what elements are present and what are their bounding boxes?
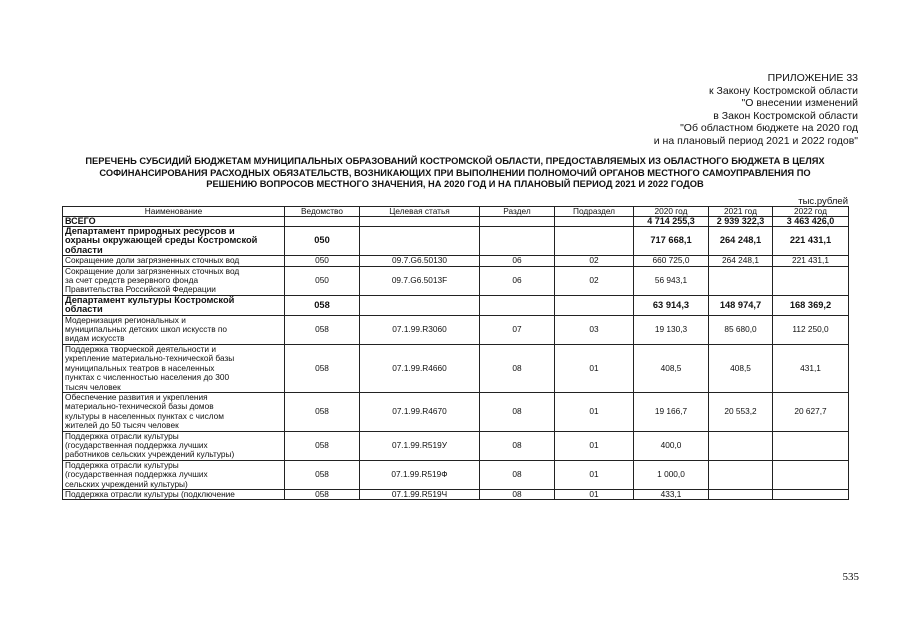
row-name [63,266,285,295]
row-section [480,227,555,256]
table-row [63,315,849,344]
col-header-section: Раздел [480,207,555,217]
document-title [60,156,850,191]
row-section: 08 [480,431,555,460]
row-name-line: Поддержка творческой деятельности и [65,344,216,354]
row-dept: 058 [285,460,360,489]
row-name-line: материально-технической базы домов [65,401,214,412]
row-dept: 058 [285,431,360,460]
row-subsection: 03 [555,315,634,344]
row-target: 09.7.G6.50130 [360,256,480,266]
row-subsection: 01 [555,392,634,431]
subsidies-table [62,206,849,500]
row-2020: 1 000,0 [634,460,709,489]
row-subsection: 01 [555,431,634,460]
row-dept: 058 [285,295,360,315]
total-row [63,217,849,227]
appendix-header-line: ПРИЛОЖЕНИЕ 33 [767,72,858,84]
col-header-2021: 2021 год [709,207,773,217]
row-name-line: культуры в населенных пунктах с числом [65,410,225,421]
row-section: 08 [480,460,555,489]
page-number: 535 [842,571,859,583]
row-name-line: Правительства Российской Федерации [65,284,216,295]
row-2021: 264 248,1 [709,256,773,266]
row-name-line: муниципальных детских школ искусств по [65,324,228,335]
table-row [63,266,849,295]
row-name-line: жителей до 50 тысяч человек [65,420,179,431]
row-target: 07.1.99.R519Ф [360,460,480,489]
total-2021: 2 939 322,3 [709,217,773,227]
appendix-header-line: и на плановый период 2021 и 2022 годов" [653,134,858,147]
row-2022: 221 431,1 [773,227,849,256]
table-row [63,489,849,499]
row-subsection [555,227,634,256]
col-header-2022: 2022 год [773,207,849,217]
row-name-line: (государственная поддержка лучших [65,439,208,450]
row-dept: 050 [285,227,360,256]
row-name-line: Модернизация региональных и [65,315,186,325]
table-row [63,392,849,431]
row-2022 [773,431,849,460]
table-row [63,460,849,489]
col-header-dept: Ведомство [285,207,360,217]
row-dept: 058 [285,344,360,392]
row-target: 07.1.99.R519Ч [360,489,480,499]
row-name [63,392,285,431]
row-2020: 56 943,1 [634,266,709,295]
appendix-header-line: "О внесении изменений [741,97,858,110]
row-section: 08 [480,392,555,431]
row-2020: 660 725,0 [634,256,709,266]
row-subsection: 02 [555,256,634,266]
col-header-2020: 2020 год [634,207,709,217]
row-2020: 433,1 [634,489,709,499]
row-2021 [709,489,773,499]
row-target: 07.1.99.R519У [360,431,480,460]
col-header-name: Наименование [63,207,285,217]
row-target: 07.1.99.R3060 [360,315,480,344]
row-name-line: сельских учреждений культуры) [65,478,188,489]
row-name [63,295,285,315]
col-header-subsection: Подраздел [555,207,634,217]
row-dept: 058 [285,392,360,431]
row-target: 07.1.99.R4660 [360,344,480,392]
total-2022: 3 463 426,0 [773,217,849,227]
table-row [63,227,849,256]
row-name-line: Департамент природных ресурсов и [65,226,235,236]
appendix-header-line: в Закон Костромской области [713,109,858,122]
units-label: тыс.рублей [798,196,848,207]
row-name [63,227,285,256]
row-name-line: муниципальных театров в населенных [65,362,215,373]
row-name-line: укрепление материально-технической базы [65,353,235,364]
appendix-header [598,72,858,148]
title-line: СОФИНАНСИРОВАНИЯ РАСХОДНЫХ ОБЯЗАТЕЛЬСТВ, ВОЗНИКАЮЩИХ ПРИ ВЫПОЛНЕНИИ ПОЛНОМОЧИЙ ОРГАНОВ МЕСТНОГО САМОУПРАВЛЕНИЯ ПО [99,167,811,178]
row-2021 [709,266,773,295]
row-2022: 168 369,2 [773,295,849,315]
row-subsection: 01 [555,344,634,392]
row-2022 [773,489,849,499]
row-target [360,227,480,256]
table-row [63,295,849,315]
title-line: ПЕРЕЧЕНЬ СУБСИДИЙ БЮДЖЕТАМ МУНИЦИПАЛЬНЫХ ОБРАЗОВАНИЙ КОСТРОМСКОЙ ОБЛАСТИ, ПРЕДОСТАВЛЯЕМЫХ ИЗ ОБЛАСТНОГО БЮДЖЕТА В ЦЕЛЯХ [85,156,825,166]
row-target: 09.7.G6.5013F [360,266,480,295]
row-2021: 20 553,2 [709,392,773,431]
row-section: 07 [480,315,555,344]
row-name-line: Поддержка отрасли культуры (подключение [65,489,235,499]
row-2021 [709,431,773,460]
row-name-line: за счет средств резервного фонда [65,275,199,286]
row-name-line: видам искусств [65,333,125,344]
table-row [63,256,849,266]
row-name [63,431,285,460]
row-section: 06 [480,256,555,266]
row-name-line: Обеспечение развития и укрепления [65,392,208,402]
total-label: ВСЕГО [63,217,285,227]
row-name-line: (государственная поддержка лучших [65,469,208,480]
table-cell [480,217,555,227]
row-section [480,295,555,315]
row-subsection [555,295,634,315]
col-header-target: Целевая статья [360,207,480,217]
row-2022 [773,460,849,489]
row-2021: 264 248,1 [709,227,773,256]
row-subsection: 01 [555,460,634,489]
row-section: 06 [480,266,555,295]
row-name-line: Департамент культуры Костромской [65,295,235,305]
title-line: РЕШЕНИЮ ВОПРОСОВ МЕСТНОГО ЗНАЧЕНИЯ, НА 2020 ГОД И НА ПЛАНОВЫЙ ПЕРИОД 2021 И 2022 ГОДОВ [206,179,704,189]
row-name-line: Поддержка отрасли культуры [65,460,179,470]
row-name-line: тысяч человек [65,381,121,392]
row-name [63,256,285,266]
row-section: 08 [480,489,555,499]
row-name-line: области [65,304,103,315]
row-2022 [773,266,849,295]
row-name-line: пунктах с численностью населения до 300 [65,372,230,383]
row-name-line: области [65,244,103,255]
table-cell [360,217,480,227]
row-subsection: 01 [555,489,634,499]
table-cell [555,217,634,227]
row-section: 08 [480,344,555,392]
row-target: 07.1.99.R4670 [360,392,480,431]
row-dept: 050 [285,256,360,266]
row-subsection: 02 [555,266,634,295]
table-header-row [63,207,849,217]
row-2021 [709,460,773,489]
row-name-line: охраны окружающей среды Костромской [65,235,258,246]
row-2020: 408,5 [634,344,709,392]
row-2022: 20 627,7 [773,392,849,431]
row-2021: 85 680,0 [709,315,773,344]
row-2020: 19 166,7 [634,392,709,431]
row-2022: 112 250,0 [773,315,849,344]
appendix-header-line: "Об областном бюджете на 2020 год [680,122,858,135]
table-row [63,431,849,460]
row-name [63,460,285,489]
row-2022: 431,1 [773,344,849,392]
row-2020: 400,0 [634,431,709,460]
row-name [63,315,285,344]
row-name-line: Сокращение доли загрязненных сточных вод [65,266,240,276]
row-2022: 221 431,1 [773,256,849,266]
total-2020: 4 714 255,3 [634,217,709,227]
row-name-line: Поддержка отрасли культуры [65,431,179,441]
row-target [360,295,480,315]
row-2020: 717 668,1 [634,227,709,256]
table-row [63,344,849,392]
row-name-line: работников сельских учреждений культуры) [65,449,235,460]
row-2021: 148 974,7 [709,295,773,315]
row-dept: 050 [285,266,360,295]
row-2020: 19 130,3 [634,315,709,344]
table-cell [285,217,360,227]
appendix-header-line: к Закону Костромской области [709,84,858,97]
row-dept: 058 [285,489,360,499]
row-2020: 63 914,3 [634,295,709,315]
row-name-line: Сокращение доли загрязненных сточных вод [65,255,240,266]
row-name [63,344,285,392]
row-name [63,489,285,499]
row-dept: 058 [285,315,360,344]
row-2021: 408,5 [709,344,773,392]
